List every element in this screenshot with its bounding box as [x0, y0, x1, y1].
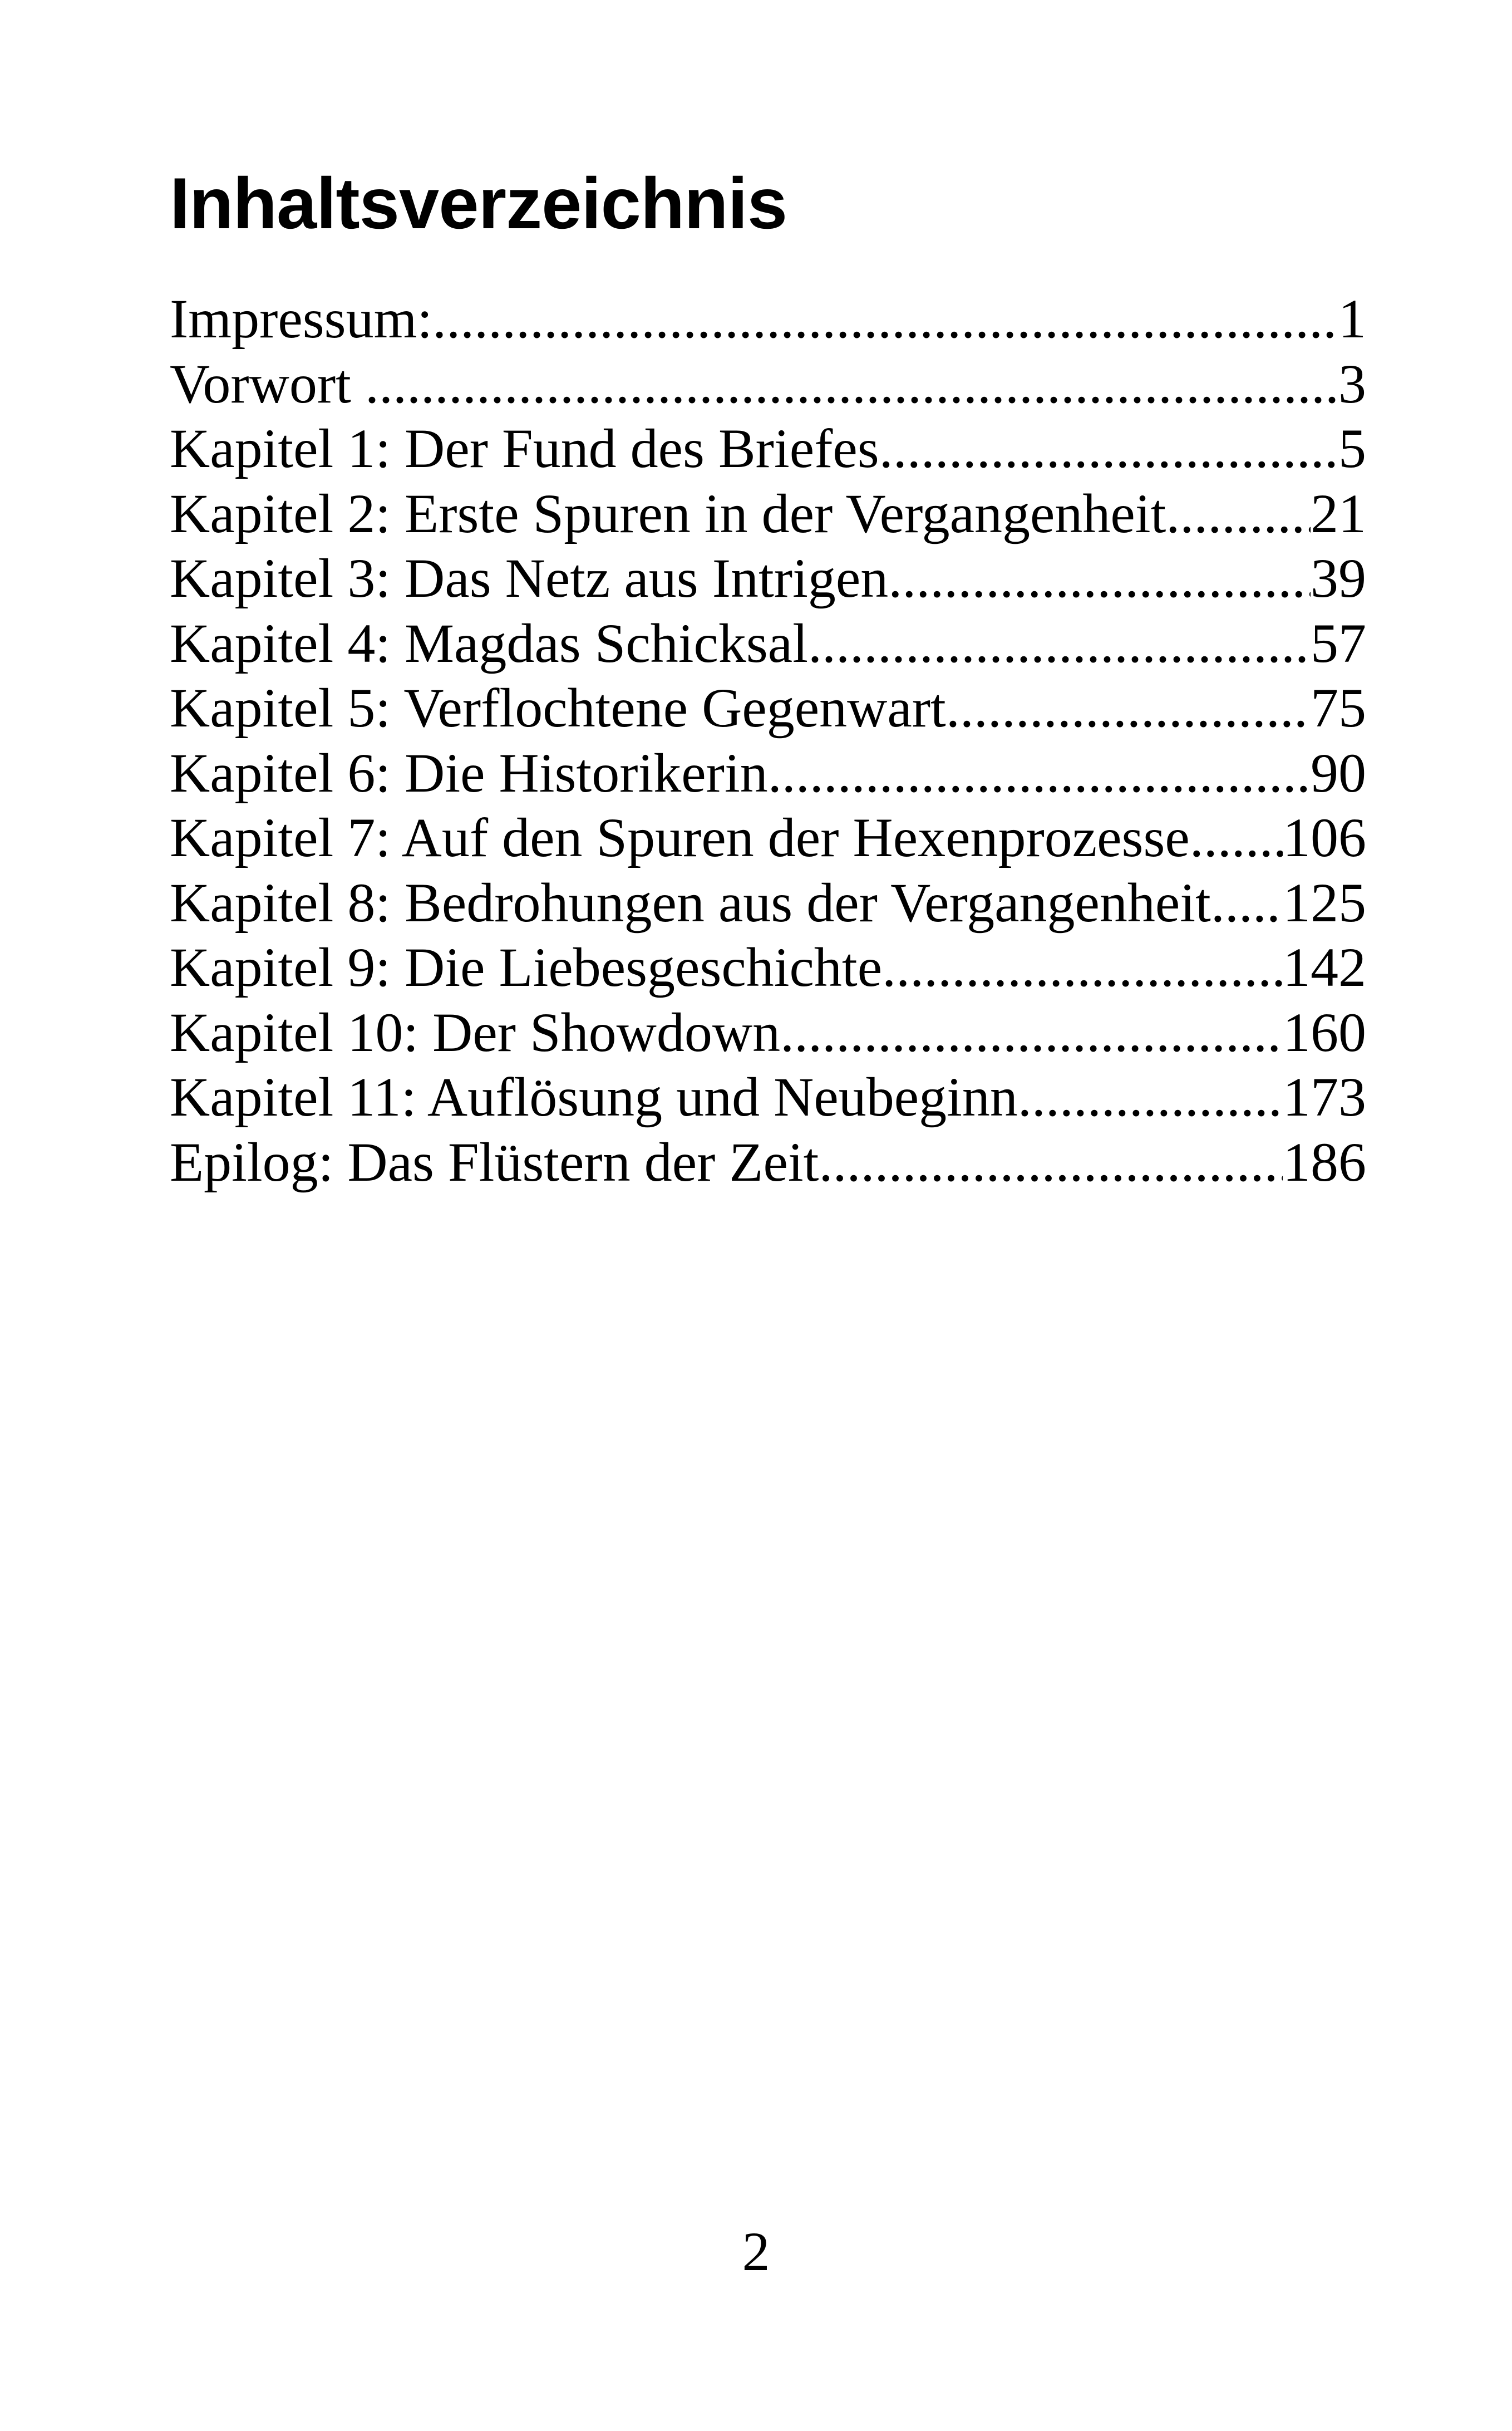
toc-entry-vorwort[interactable] — [170, 352, 1366, 417]
page-title: Inhaltsverzeichnis — [170, 163, 787, 244]
toc-entry-epilog[interactable] — [170, 1130, 1366, 1195]
toc-dot-leader — [808, 611, 1311, 676]
toc-entry-kapitel-8[interactable] — [170, 871, 1366, 936]
toc-dot-leader — [1190, 806, 1283, 871]
toc-dot-leader — [780, 1000, 1283, 1065]
toc-entry-kapitel-6[interactable] — [170, 741, 1366, 806]
toc-entry-page: 21 — [1311, 482, 1366, 547]
toc-entry-title: Vorwort — [170, 352, 365, 415]
toc-entry-title: Kapitel 2: Erste Spuren in der Vergangenheit — [170, 482, 1166, 544]
page-number: 2 — [742, 2221, 770, 2282]
toc-entry-page: 57 — [1311, 611, 1366, 676]
toc-entry-page: 5 — [1338, 416, 1366, 482]
toc-entry-title: Kapitel 9: Die Liebesgeschichte — [170, 936, 883, 998]
toc-dot-leader — [432, 287, 1338, 352]
table-of-contents — [170, 287, 1366, 1195]
toc-entry-page: 39 — [1311, 546, 1366, 611]
toc-entry-page: 186 — [1283, 1130, 1366, 1195]
toc-dot-leader — [879, 416, 1338, 482]
toc-entry-page: 160 — [1283, 1000, 1366, 1065]
toc-entry-title: Kapitel 10: Der Showdown — [170, 1001, 781, 1063]
toc-entry-title: Kapitel 11: Auflösung und Neubeginn — [170, 1066, 1018, 1128]
toc-dot-leader — [888, 546, 1311, 611]
toc-entry-page: 75 — [1311, 676, 1366, 741]
toc-entry-page: 1 — [1338, 287, 1366, 352]
toc-entry-page: 142 — [1283, 935, 1366, 1000]
toc-entry-title: Impressum: — [170, 288, 433, 350]
toc-entry-page: 3 — [1338, 352, 1366, 417]
toc-dot-leader — [882, 935, 1283, 1000]
toc-entry-kapitel-4[interactable] — [170, 611, 1366, 676]
toc-entry-kapitel-2[interactable] — [170, 482, 1366, 547]
toc-entry-title: Kapitel 7: Auf den Spuren der Hexenprozesse — [170, 807, 1190, 868]
toc-entry-page: 106 — [1283, 806, 1366, 871]
toc-dot-leader — [1018, 1065, 1283, 1130]
toc-entry-kapitel-5[interactable] — [170, 676, 1366, 741]
toc-entry-title: Kapitel 8: Bedrohungen aus der Vergangenheit — [170, 871, 1211, 934]
toc-entry-page: 125 — [1283, 871, 1366, 936]
toc-entry-title: Kapitel 4: Magdas Schicksal — [170, 612, 808, 674]
toc-entry-title: Kapitel 1: Der Fund des Briefes — [170, 418, 879, 479]
toc-dot-leader — [365, 352, 1338, 417]
toc-entry-page: 173 — [1283, 1065, 1366, 1130]
toc-dot-leader — [946, 676, 1311, 741]
toc-entry-kapitel-11[interactable] — [170, 1065, 1366, 1130]
toc-entry-kapitel-10[interactable] — [170, 1000, 1366, 1065]
toc-entry-kapitel-1[interactable] — [170, 416, 1366, 482]
toc-entry-kapitel-9[interactable] — [170, 935, 1366, 1000]
toc-entry-kapitel-7[interactable] — [170, 806, 1366, 871]
toc-entry-title: Kapitel 3: Das Netz aus Intrigen — [170, 547, 889, 609]
toc-dot-leader — [1211, 871, 1283, 936]
toc-entry-title: Epilog: Das Flüstern der Zeit — [170, 1131, 819, 1193]
toc-dot-leader — [819, 1130, 1283, 1195]
toc-dot-leader — [768, 741, 1311, 806]
toc-entry-kapitel-3[interactable] — [170, 546, 1366, 611]
toc-dot-leader — [1166, 482, 1311, 547]
toc-entry-page: 90 — [1311, 741, 1366, 806]
toc-entry-title: Kapitel 5: Verflochtene Gegenwart — [170, 677, 946, 739]
toc-entry-title: Kapitel 6: Die Historikerin — [170, 741, 768, 804]
toc-entry-impressum[interactable] — [170, 287, 1366, 352]
